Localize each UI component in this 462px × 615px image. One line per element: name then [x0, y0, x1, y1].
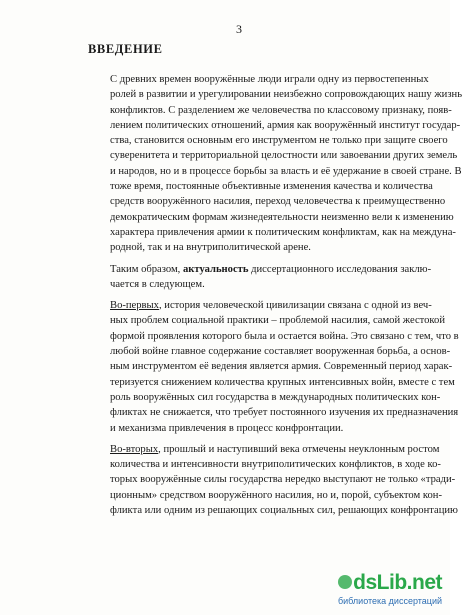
- text-line: характера привлечения армии к политическим конфликтам, как на междуна-: [110, 226, 456, 238]
- text-line: чается в следующем.: [110, 278, 205, 290]
- text-line: [88, 262, 432, 277]
- text-line: ным инструментом её ведения является армия. Современный период харак-: [110, 361, 453, 373]
- text-line: торых вооружённые силы государства нередко выступают не только «тради-: [110, 474, 456, 486]
- section-heading: ВВЕДЕНИЕ: [88, 42, 163, 56]
- text-line: фликтах не снижается, что требует постоянного изучения их предназначения: [110, 407, 459, 419]
- text-line: конфликтов. С разделением же человечества по классовому признаку, появ-: [110, 104, 452, 116]
- text-line: С древних времен вооружённые люди играли одну из первостепенных: [110, 74, 429, 85]
- watermark-logo-icon: [338, 575, 352, 589]
- text-line: суверенитета и территориальной целостности или завоевании других земель: [110, 150, 458, 162]
- text-run: , прошлый и наступивший века отмечены неуклонным ростом: [158, 443, 440, 455]
- watermark-logo: dsLib.net: [353, 571, 442, 594]
- paragraph-2: [88, 262, 432, 293]
- watermark: [334, 571, 444, 609]
- text-line: средств вооружённого насилия, переход человечества к преимущественно: [110, 196, 446, 208]
- text-line: тоже время, постоянные объективные изменения качества и количества: [110, 181, 433, 193]
- page-number: 3: [236, 22, 242, 36]
- underlined-term: Во-первых: [110, 300, 159, 312]
- text-line: ных проблем социальной практики – проблемой насилия, самой жестокой: [110, 315, 446, 327]
- paragraph-1: [88, 72, 462, 256]
- watermark-tagline: библиотека диссертаций: [337, 596, 442, 606]
- bold-term: актуальность: [182, 263, 249, 275]
- text-line: ролей в развитии и урегулировании неизбежно сопровождающих нашу жизнь: [110, 89, 462, 101]
- body-text: [88, 72, 462, 524]
- paragraph-4: [88, 442, 458, 518]
- text-line: лением политических отношений, армия как вооружённый институт государ-: [110, 119, 461, 131]
- text-line: демократическим формам жизнедеятельности неизменно вели к изменению: [110, 211, 454, 223]
- paragraph-3: [88, 298, 459, 436]
- text-run: , история человеческой цивилизации связана с одной из веч-: [158, 300, 432, 312]
- text-line: ства, становится основным его инструментом не только при защите своего: [110, 135, 448, 147]
- text-line: [88, 298, 432, 313]
- text-line: [88, 442, 440, 457]
- text-line: родной, так и на внутриполитической арене.: [110, 242, 311, 254]
- text-run: диссертационного исследования заклю-: [248, 263, 432, 275]
- text-line: любой войне главное содержание составляет вооруженная борьба, а основ-: [110, 346, 451, 358]
- text-line: теризуется снижением количества крупных интенсивных войн, вместе с тем: [110, 376, 455, 388]
- text-line: роль вооружённых сил государства в международных политических кон-: [110, 391, 441, 403]
- underlined-term: Во-вторых: [110, 443, 159, 455]
- text-line: ционным» средством вооружённого насилия, но и, порой, субъектом кон-: [110, 489, 442, 501]
- text-run: Таким образом,: [110, 263, 183, 275]
- text-line: и народов, но и в процессе борьбы за власть и её удержание в своей стране. В: [110, 165, 462, 177]
- text-line: количества и интенсивности внутриполитических конфликтов, в ходе ко-: [110, 459, 441, 471]
- text-line: и механизма привлечения в процесс конфронтации.: [110, 422, 344, 434]
- text-line: формой проявления которого была и остается война. Это связано с тем, что в: [110, 330, 459, 342]
- text-line: фликта или одним из решающих социальных сил, решающих конфронтацию: [110, 505, 458, 517]
